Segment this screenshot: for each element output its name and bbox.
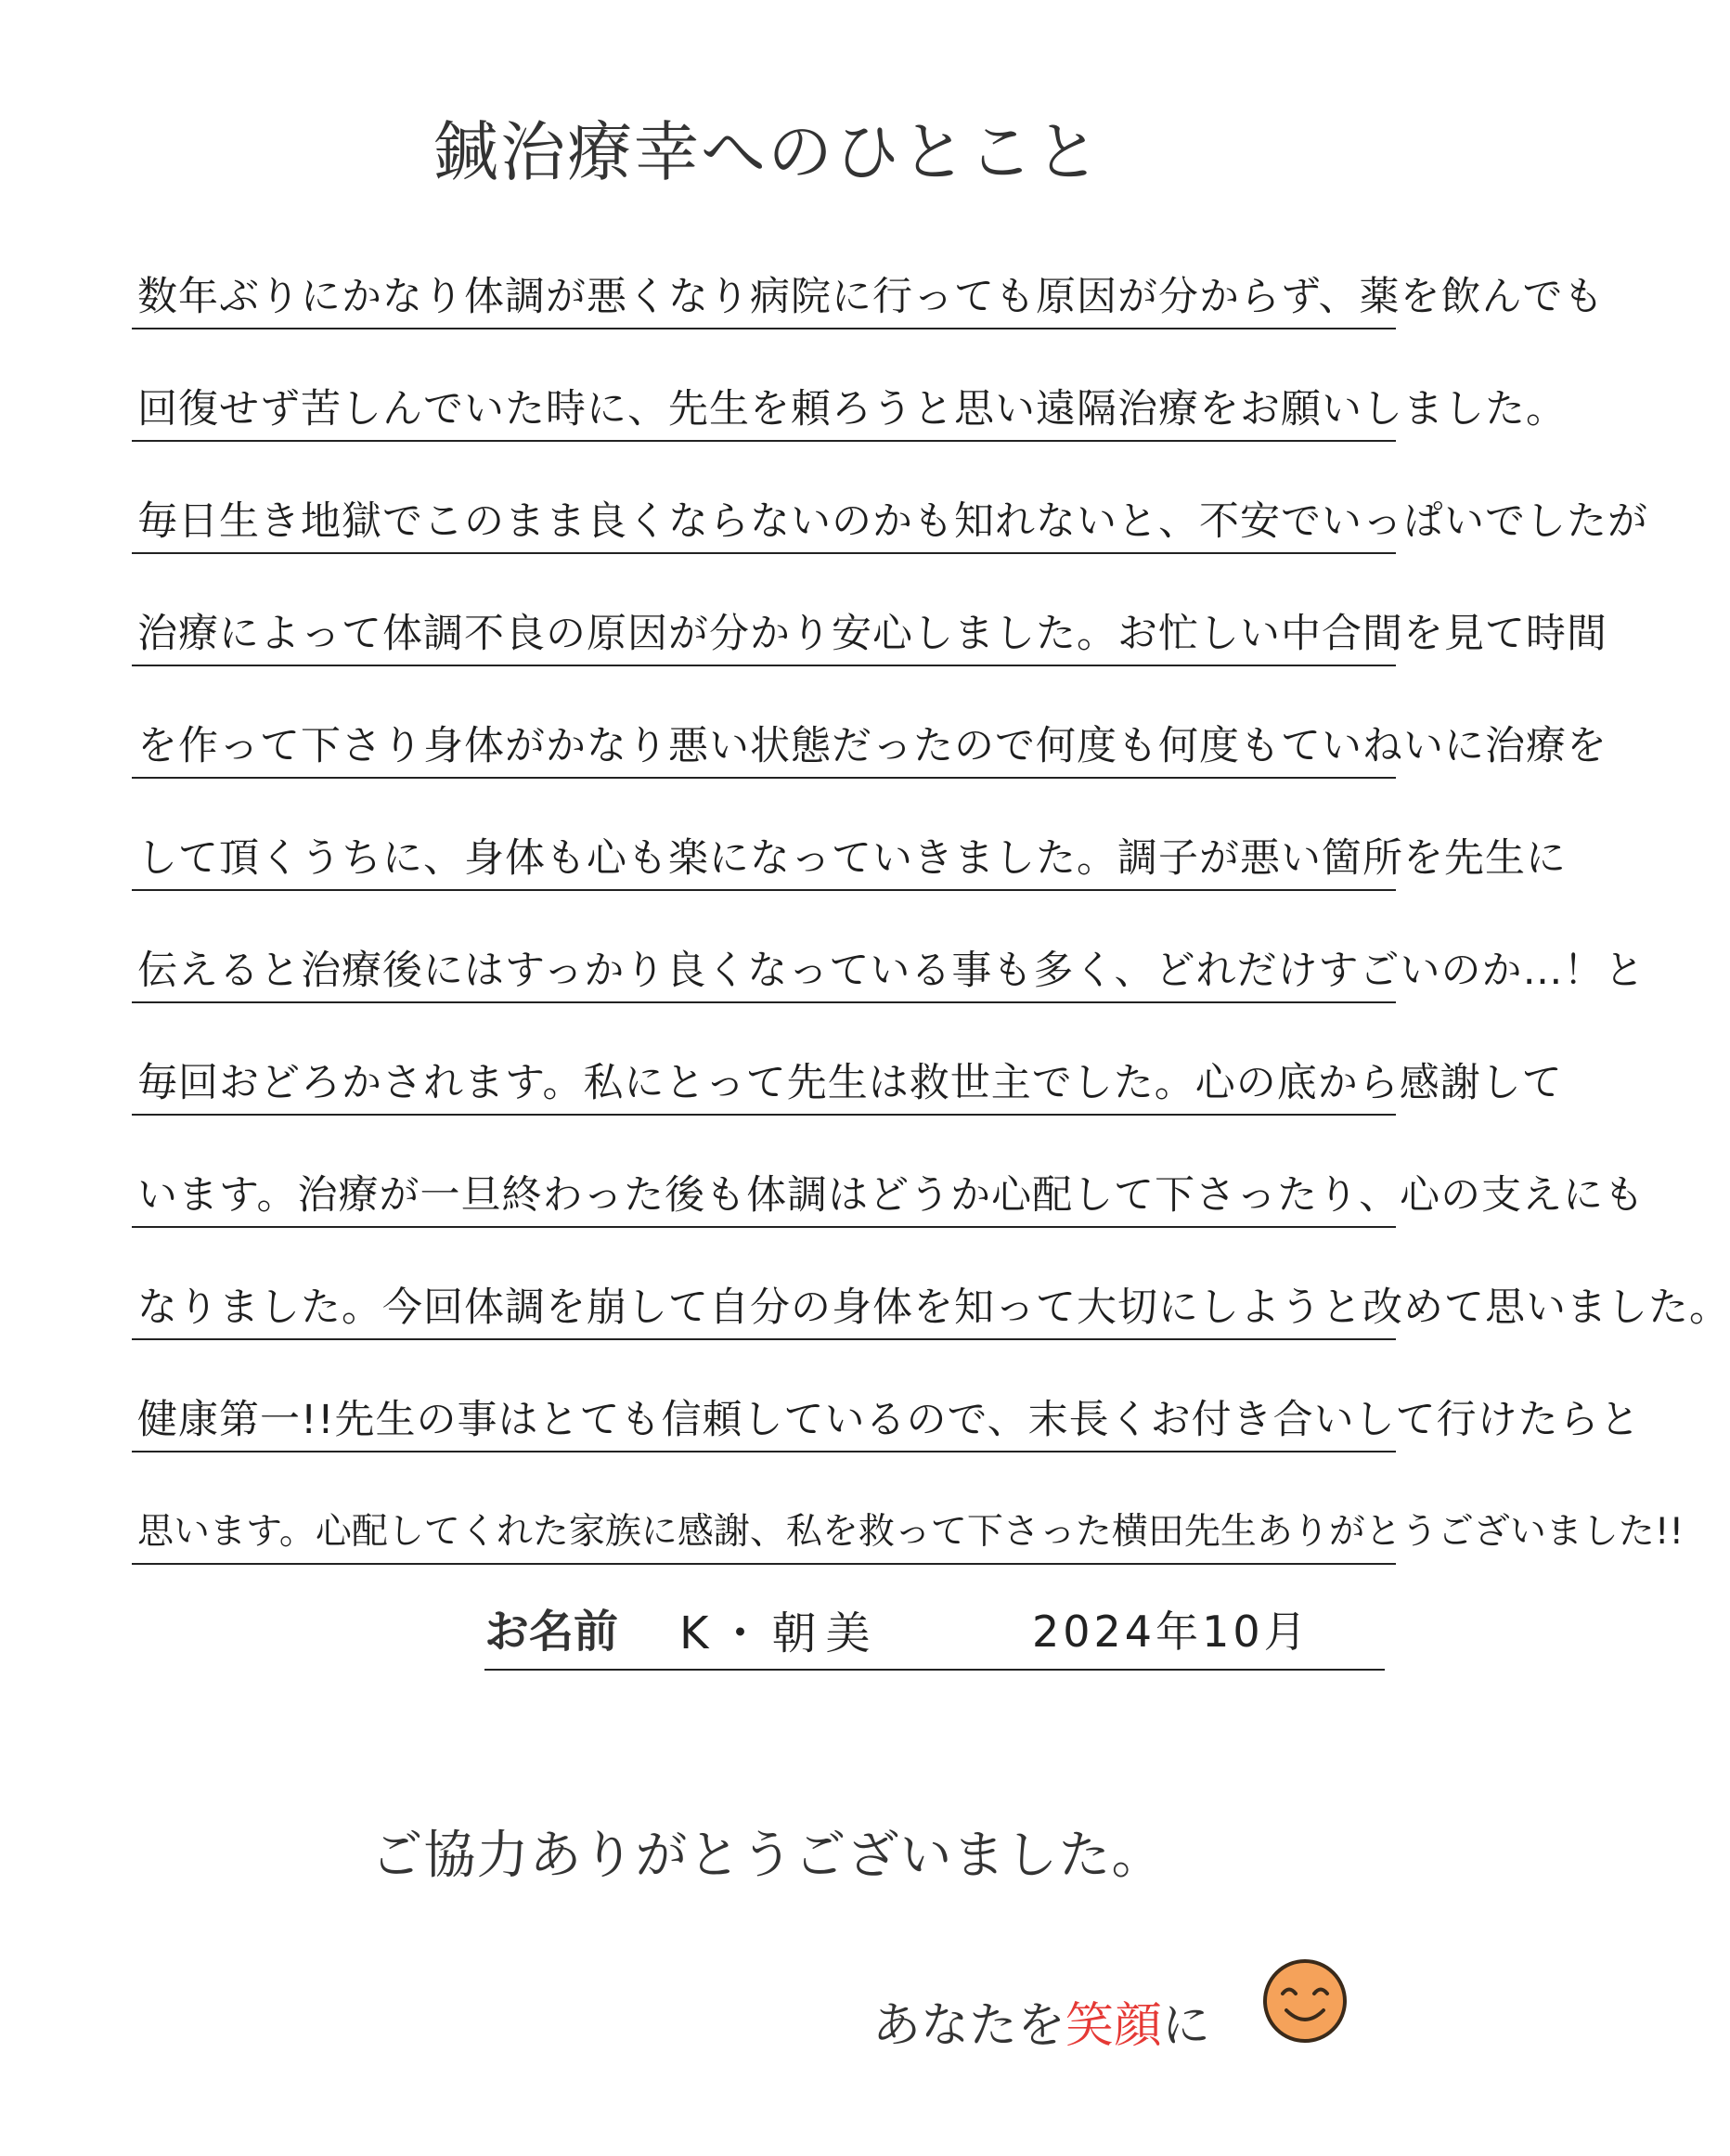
comment-line <box>132 1135 1646 1228</box>
comment-line-text: 健康第一!!先生の事はとても信頼しているので、末長くお付き合いして行けたらと <box>137 1397 1641 1443</box>
slogan <box>872 1986 1210 2056</box>
comment-line <box>132 910 1646 1003</box>
signer-name: K・朝美 <box>679 1607 880 1659</box>
name-label: お名前 <box>484 1606 619 1658</box>
comment-line <box>132 686 1607 779</box>
comment-line-text: 伝えると治療後にはすっかり良くなっている事も多く、どれだけすごいのか…！と <box>137 948 1646 994</box>
page-title: 鍼治療幸へのひとこと <box>433 114 1102 190</box>
comment-line-text: 数年ぶりにかなり体調が悪くなり病院に行っても原因が分からず、薬を飲んでも <box>137 274 1605 320</box>
signature-line <box>484 1587 1385 1671</box>
smiley-face-icon <box>1260 1956 1349 2046</box>
slogan-accent: 笑顔 <box>1065 1998 1163 2054</box>
comment-line <box>132 1247 1730 1340</box>
comment-line-text: 毎回おどろかされます。私にとって先生は救世主でした。心の底から感謝して <box>137 1060 1563 1106</box>
comment-line-text: なりました。今回体調を崩して自分の身体を知って大切にしようと改めて思いました。 <box>137 1285 1730 1331</box>
comment-line-text: います。治療が一旦終わった後も体調はどうか心配して下さったり、心の支えにも <box>137 1172 1646 1219</box>
slogan-after: に <box>1162 1998 1211 2054</box>
comment-line <box>132 237 1605 329</box>
comment-line-text: 思います。心配してくれた家族に感謝、私を救って下さった横田先生ありがとうございました!! <box>137 1511 1685 1553</box>
comment-line <box>132 349 1567 442</box>
comment-line-text: 治療によって体調不良の原因が分かり安心しました。お忙しい中合間を見て時間 <box>137 611 1607 657</box>
comment-line-text: を作って下さり身体がかなり悪い状態だったので何度も何度もていねいに治療を <box>137 723 1607 769</box>
comment-line <box>132 1472 1685 1565</box>
comment-line-text: して頂くうちに、身体も心も楽になっていきました。調子が悪い箇所を先生に <box>137 835 1567 882</box>
comment-line <box>132 574 1607 666</box>
comment-line <box>132 461 1648 554</box>
thanks-message: ご協力ありがとうございました。 <box>370 1826 1165 1886</box>
slogan-before: あなたを <box>872 1998 1066 2054</box>
comment-line <box>132 1023 1563 1116</box>
comment-line-text: 毎日生き地獄でこのまま良くならないのかも知れないと、不安でいっぱいでしたが <box>137 498 1648 545</box>
signature-date: 2024年10月 <box>1032 1607 1310 1657</box>
comment-line-text: 回復せず苦しんでいた時に、先生を頼ろうと思い遠隔治療をお願いしました。 <box>137 386 1567 432</box>
comment-line <box>132 1360 1641 1452</box>
comment-line <box>132 798 1567 891</box>
